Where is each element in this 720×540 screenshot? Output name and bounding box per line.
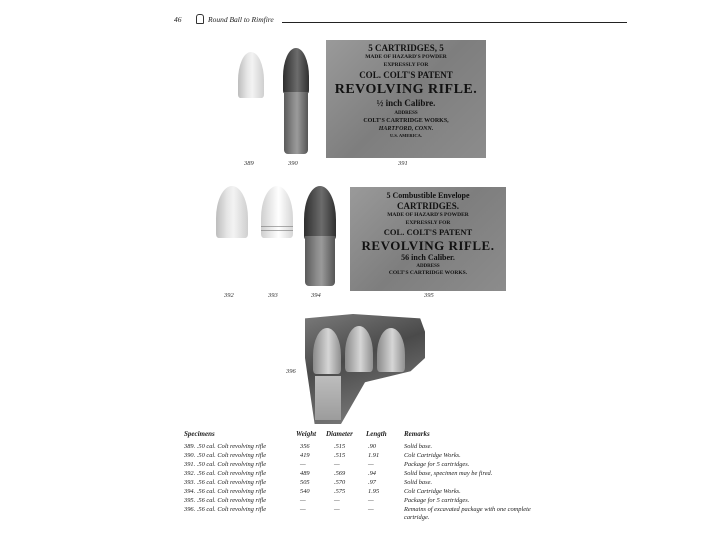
table-row: 391. .50 cal. Colt revolving rifle — — — Package for 5 cartridges. [184,461,470,468]
header-specimens: Specimens [184,430,215,438]
casing-394 [305,236,335,286]
table-row: 396. .56 cal. Colt revolving rifle — — — Remains of excavated package with one complete cartridge. [184,506,531,521]
bullet-392 [216,186,248,238]
package-paper [315,376,341,420]
caption-393: 393 [268,292,278,299]
running-header [168,13,468,27]
table-row: 392. .56 cal. Colt revolving rifle 489 .569 .94 Solid base, specimen may be fired. [184,470,493,477]
table-row: 390. .50 cal. Colt revolving rifle 419 .515 1.91 Colt Cartridge Works. [184,452,461,459]
photo-393 [261,186,293,238]
header-length: Length [366,430,387,438]
running-title: Round Ball to Rimfire [208,15,274,24]
package-bullet-3 [377,328,405,372]
table-row: 393. .56 cal. Colt revolving rifle 505 .570 .97 Solid base. [184,479,433,486]
caption-391: 391 [398,160,408,167]
header-weight: Weight [296,430,317,438]
header-rule [282,22,627,23]
package-bullet-1 [313,328,341,374]
header-diameter: Diameter [326,430,353,438]
label-391: 5 CARTRIDGES, 5 MADE OF HAZARD'S POWDER EXPRESSLY FOR COL. COLT'S PATENT REVOLVING RIFLE. ½ inch Calibre. ADDRESS COLT'S CARTRIDGE WORKS, HARTFORD, CONN. U.S. AMERICA. [326,40,486,158]
bullet-390 [283,48,309,94]
photo-396 [305,314,425,424]
package-bullet-2 [345,326,373,372]
caption-395: 395 [424,292,434,299]
bullet-389 [238,52,264,98]
bullet-393 [261,186,293,238]
casing-390 [284,92,308,154]
caption-389: 389 [244,160,254,167]
caption-396: 396 [286,368,296,375]
caption-392: 392 [224,292,234,299]
photo-392 [216,186,248,238]
table-row: 394. .56 cal. Colt revolving rifle 540 .575 1.95 Colt Cartridge Works. [184,488,461,495]
bullet-icon [196,14,204,24]
photo-394 [304,186,336,286]
table-row: 395. .56 cal. Colt revolving rifle — — — Package for 5 cartridges. [184,497,470,504]
page-number: 46 [174,15,182,24]
caption-394: 394 [311,292,321,299]
header-remarks: Remarks [404,430,430,438]
photo-389 [238,52,264,98]
caption-390: 390 [288,160,298,167]
table-row: 389. .50 cal. Colt revolving rifle 356 .515 .90 Solid base. [184,443,433,450]
bullet-394 [304,186,336,240]
photo-390 [283,48,309,154]
label-395: 5 Combustible Envelope CARTRIDGES. MADE OF HAZARD'S POWDER EXPRESSLY FOR COL. COLT'S PATENT REVOLVING RIFLE. 56 inch Caliber. ADDRESS COLT'S CARTRIDGE WORKS. [350,187,506,291]
